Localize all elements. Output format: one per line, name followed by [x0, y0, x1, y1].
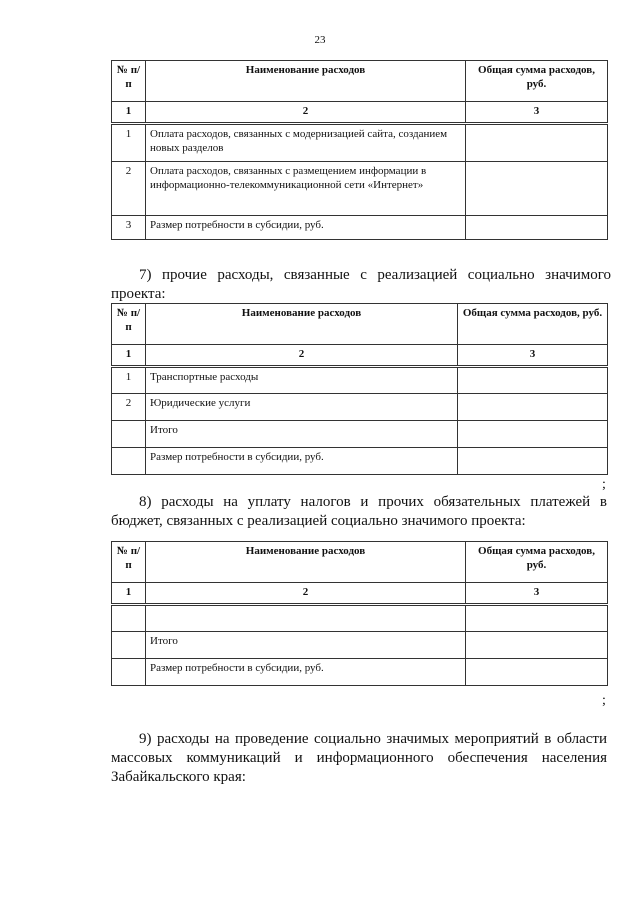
table-row — [112, 632, 608, 659]
expenses-table-2 — [111, 303, 608, 475]
header-name: Наименование расходов — [146, 542, 466, 583]
header-sum: Общая сумма расходов, руб. — [458, 304, 608, 345]
table-row — [112, 659, 608, 686]
row-name: Размер потребности в субсидии, руб. — [146, 216, 466, 240]
table-row — [112, 162, 608, 216]
index-cell: 2 — [146, 345, 458, 367]
row-name: Итого — [146, 632, 466, 659]
row-num: 1 — [112, 367, 146, 394]
table-row — [112, 448, 608, 475]
row-sum — [458, 448, 608, 475]
index-cell: 2 — [146, 583, 466, 605]
expenses-table-3 — [111, 541, 608, 686]
expenses-table-1 — [111, 60, 608, 240]
row-name — [146, 605, 466, 632]
row-name: Транспортные расходы — [146, 367, 458, 394]
table-row — [112, 421, 608, 448]
index-cell: 3 — [458, 345, 608, 367]
table-row — [112, 394, 608, 421]
row-sum — [466, 659, 608, 686]
row-sum — [466, 162, 608, 216]
header-name: Наименование расходов — [146, 61, 466, 102]
index-cell: 3 — [466, 102, 608, 124]
row-num: 3 — [112, 216, 146, 240]
row-name: Размер потребности в субсидии, руб. — [146, 659, 466, 686]
table-row — [112, 605, 608, 632]
table-row — [112, 124, 608, 162]
paragraph-8: 8) расходы на уплату налогов и прочих обязательных платежей в бюджет, связанных с реализацией социально значимого проекта: — [111, 494, 607, 529]
row-sum — [458, 367, 608, 394]
header-num: № п/п — [112, 61, 146, 102]
header-num: № п/п — [112, 542, 146, 583]
index-cell: 1 — [112, 102, 146, 124]
index-cell: 2 — [146, 102, 466, 124]
table-row — [112, 367, 608, 394]
header-sum: Общая сумма расходов, руб. — [466, 61, 608, 102]
row-num — [112, 659, 146, 686]
page-number: 23 — [314, 34, 326, 46]
header-num: № п/п — [112, 304, 146, 345]
row-sum — [458, 394, 608, 421]
row-name: Итого — [146, 421, 458, 448]
row-num — [112, 632, 146, 659]
row-num: 2 — [112, 162, 146, 216]
row-sum — [458, 421, 608, 448]
index-cell: 1 — [112, 583, 146, 605]
row-num — [112, 448, 146, 475]
index-cell: 1 — [112, 345, 146, 367]
paragraph-9: 9) расходы на проведение социально значимых мероприятий в области массовых коммуникаций и информационного обеспечения населения Забайкальского края: — [111, 731, 607, 785]
header-sum: Общая сумма расходов, руб. — [466, 542, 608, 583]
paragraph-7: 7) прочие расходы, связанные с реализацией социально значимого проекта: — [111, 267, 611, 302]
semicolon-2: ; — [602, 693, 606, 708]
row-sum — [466, 124, 608, 162]
row-num: 1 — [112, 124, 146, 162]
row-name: Размер потребности в субсидии, руб. — [146, 448, 458, 475]
row-num — [112, 605, 146, 632]
row-sum — [466, 605, 608, 632]
row-num — [112, 421, 146, 448]
header-name: Наименование расходов — [146, 304, 458, 345]
row-sum — [466, 216, 608, 240]
row-name: Оплата расходов, связанных с модернизацией сайта, созданием новых разделов — [146, 124, 466, 162]
table-row — [112, 216, 608, 240]
semicolon-1: ; — [602, 477, 606, 492]
row-sum — [466, 632, 608, 659]
row-name: Юридические услуги — [146, 394, 458, 421]
row-name: Оплата расходов, связанных с размещением информации в информационно-телекоммуникационной сети «Интернет» — [146, 162, 466, 216]
row-num: 2 — [112, 394, 146, 421]
index-cell: 3 — [466, 583, 608, 605]
